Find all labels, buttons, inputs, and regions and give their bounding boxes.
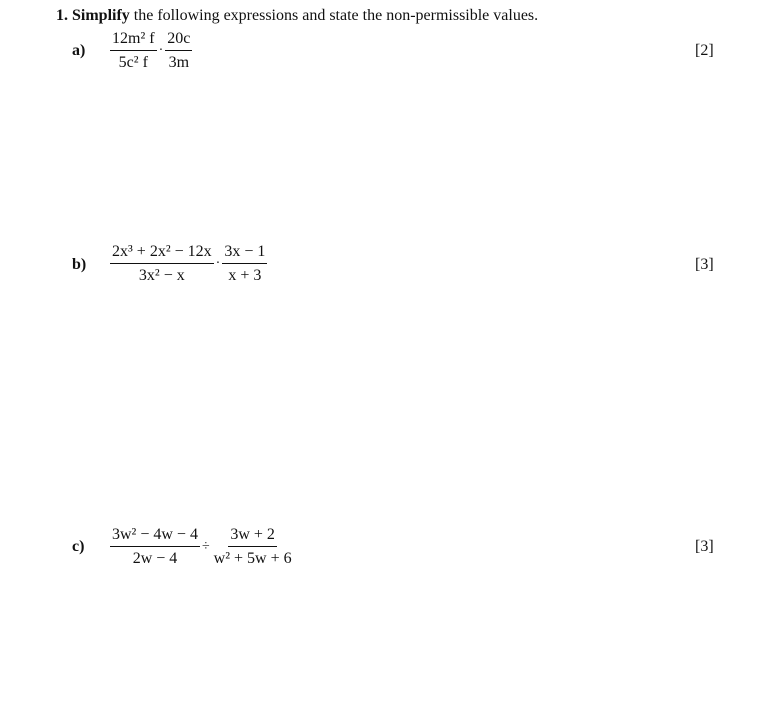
part-a-operator: · (158, 43, 164, 58)
part-b-denominator-2: x + 3 (228, 267, 262, 284)
part-b-numerator-1: 2x³ + 2x² − 12x (110, 243, 214, 264)
part-b-expression (110, 243, 267, 285)
part-c-denominator-2: w² + 5w + 6 (213, 550, 292, 567)
part-b-marks: [3] (695, 256, 714, 273)
part-b-fraction-1 (110, 243, 214, 285)
question-instruction: the following expressions and state the non-permissible values. (133, 7, 539, 24)
part-a-marks: [2] (695, 42, 714, 59)
question-number: 1. (56, 7, 68, 24)
part-a-fraction-1 (110, 30, 157, 72)
part-c-fraction-1 (110, 526, 200, 568)
part-a-fraction-2 (165, 30, 192, 72)
part-b-label: b) (72, 256, 87, 273)
part-c-numerator-2: 3w + 2 (228, 526, 277, 547)
part-c-marks: [3] (695, 538, 714, 555)
part-c-denominator-1: 2w − 4 (132, 550, 178, 567)
part-b-denominator-1: 3x² − x (138, 267, 185, 284)
part-b-operator: · (215, 256, 221, 271)
part-b-fraction-2 (222, 243, 267, 285)
part-a-numerator-1: 12m² f (110, 30, 157, 51)
part-a-expression (110, 30, 192, 72)
part-a-label: a) (72, 42, 86, 59)
part-c-fraction-2 (212, 526, 294, 568)
part-b-numerator-2: 3x − 1 (222, 243, 267, 264)
question-verb: Simplify (72, 7, 130, 24)
part-a-denominator-1: 5c² f (118, 54, 148, 71)
part-a-denominator-2: 3m (168, 54, 190, 71)
part-c-expression (110, 526, 294, 568)
part-c-label: c) (72, 538, 85, 555)
part-a-numerator-2: 20c (165, 30, 192, 51)
part-c-operator: ÷ (201, 539, 210, 554)
question-heading (56, 7, 538, 25)
part-c-numerator-1: 3w² − 4w − 4 (110, 526, 200, 547)
